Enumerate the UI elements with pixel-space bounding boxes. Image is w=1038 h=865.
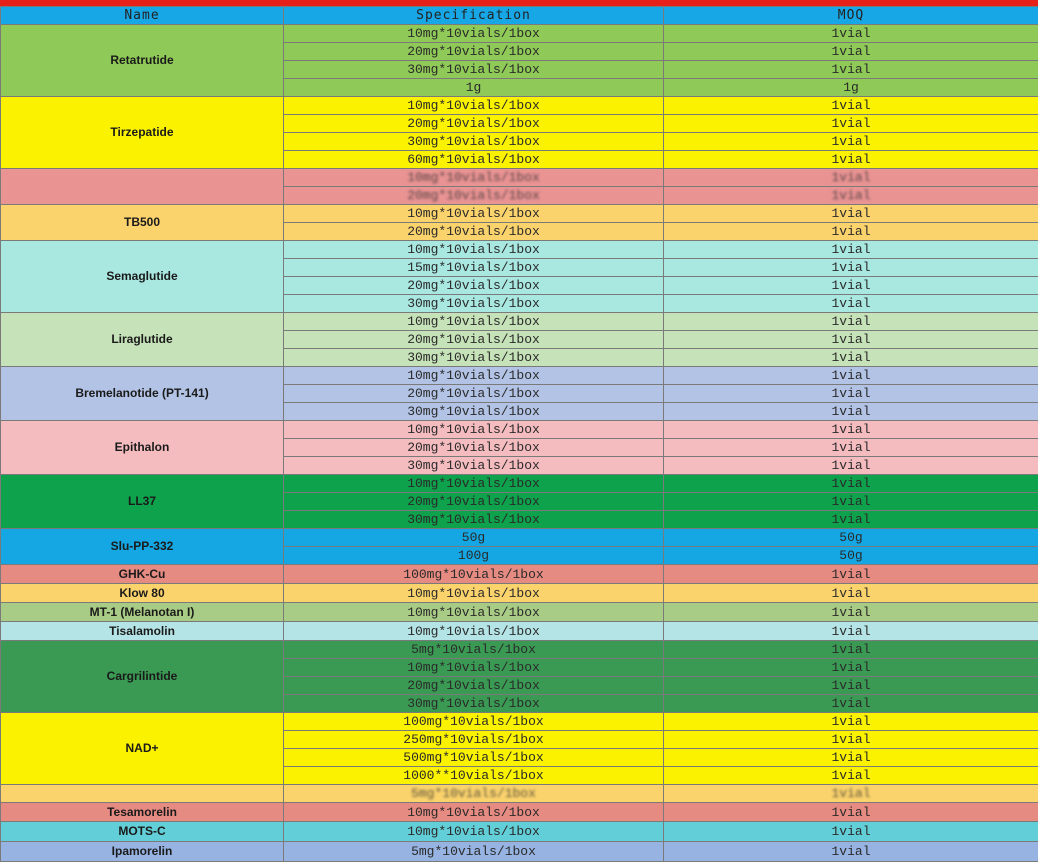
moq-cell: 1vial [664,475,1038,493]
specification-cell: 10mg*10vials/1box [284,822,664,842]
header-name: Name [1,7,284,25]
product-name: Epithalon [1,421,284,475]
moq-cell: 1vial [664,349,1038,367]
table-row [1,313,1038,331]
moq-cell: 1vial [664,421,1038,439]
table-row [1,367,1038,385]
specification-cell: 10mg*10vials/1box [284,313,664,331]
product-name: Liraglutide [1,313,284,367]
product-name: Cargrilintide [1,641,284,713]
specification-cell: 10mg*10vials/1box [284,169,664,187]
moq-cell: 1vial [664,367,1038,385]
moq-cell: 1vial [664,603,1038,622]
specification-cell: 10mg*10vials/1box [284,584,664,603]
product-name: Tisalamolin [1,622,284,641]
specification-cell: 15mg*10vials/1box [284,259,664,277]
specification-cell: 250mg*10vials/1box [284,731,664,749]
moq-cell: 1vial [664,803,1038,822]
specification-cell: 100mg*10vials/1box [284,713,664,731]
table-body [1,25,1038,862]
moq-cell: 1vial [664,61,1038,79]
moq-cell: 1vial [664,259,1038,277]
specification-cell: 10mg*10vials/1box [284,603,664,622]
table-row [1,641,1038,659]
table-row [1,622,1038,641]
table-row [1,529,1038,547]
moq-cell: 1vial [664,584,1038,603]
specification-cell: 10mg*10vials/1box [284,622,664,641]
moq-cell: 1vial [664,677,1038,695]
specification-cell: 10mg*10vials/1box [284,241,664,259]
table-row [1,842,1038,862]
specification-cell: 5mg*10vials/1box [284,785,664,803]
product-name [1,169,284,205]
product-name: TB500 [1,205,284,241]
product-table [0,6,1038,862]
specification-cell: 100g [284,547,664,565]
table-row [1,97,1038,115]
table-row [1,803,1038,822]
table-row [1,713,1038,731]
specification-cell: 500mg*10vials/1box [284,749,664,767]
product-name: Bremelanotide (PT-141) [1,367,284,421]
product-name: Tirzepatide [1,97,284,169]
product-name: MOTS-C [1,822,284,842]
specification-cell: 10mg*10vials/1box [284,25,664,43]
moq-cell: 1vial [664,151,1038,169]
specification-cell: 10mg*10vials/1box [284,205,664,223]
moq-cell: 1vial [664,493,1038,511]
product-name: Retatrutide [1,25,284,97]
specification-cell: 30mg*10vials/1box [284,349,664,367]
moq-cell: 1vial [664,641,1038,659]
specification-cell: 10mg*10vials/1box [284,97,664,115]
table-row [1,565,1038,584]
moq-cell: 1vial [664,385,1038,403]
product-name: LL37 [1,475,284,529]
table-row [1,169,1038,187]
specification-cell: 20mg*10vials/1box [284,223,664,241]
moq-cell: 1vial [664,767,1038,785]
moq-cell: 1vial [664,457,1038,475]
specification-cell: 20mg*10vials/1box [284,187,664,205]
moq-cell: 1vial [664,25,1038,43]
moq-cell: 1vial [664,749,1038,767]
header-row [1,7,1038,25]
product-name: GHK-Cu [1,565,284,584]
product-name: Slu-PP-332 [1,529,284,565]
product-name: Semaglutide [1,241,284,313]
moq-cell: 1vial [664,695,1038,713]
moq-cell: 1vial [664,277,1038,295]
moq-cell: 50g [664,529,1038,547]
table-row [1,603,1038,622]
moq-cell: 1vial [664,313,1038,331]
moq-cell: 1vial [664,622,1038,641]
table-row [1,584,1038,603]
product-name: Tesamorelin [1,803,284,822]
moq-cell: 1vial [664,565,1038,584]
moq-cell: 1vial [664,785,1038,803]
specification-cell: 30mg*10vials/1box [284,403,664,421]
header-moq: MOQ [664,7,1038,25]
specification-cell: 30mg*10vials/1box [284,457,664,475]
product-name: Klow 80 [1,584,284,603]
specification-cell: 1g [284,79,664,97]
specification-cell: 20mg*10vials/1box [284,43,664,61]
specification-cell: 10mg*10vials/1box [284,421,664,439]
moq-cell: 1vial [664,187,1038,205]
table-row [1,822,1038,842]
specification-cell: 30mg*10vials/1box [284,511,664,529]
moq-cell: 1vial [664,115,1038,133]
table-row [1,25,1038,43]
table-row [1,475,1038,493]
product-name: MT-1 (Melanotan I) [1,603,284,622]
specification-cell: 10mg*10vials/1box [284,803,664,822]
moq-cell: 1g [664,79,1038,97]
table-row [1,205,1038,223]
specification-cell: 30mg*10vials/1box [284,295,664,313]
product-name [1,785,284,803]
specification-cell: 20mg*10vials/1box [284,677,664,695]
specification-cell: 20mg*10vials/1box [284,277,664,295]
specification-cell: 20mg*10vials/1box [284,115,664,133]
specification-cell: 5mg*10vials/1box [284,641,664,659]
header-specification: Specification [284,7,664,25]
specification-cell: 10mg*10vials/1box [284,659,664,677]
specification-cell: 30mg*10vials/1box [284,695,664,713]
moq-cell: 1vial [664,822,1038,842]
specification-cell: 5mg*10vials/1box [284,842,664,862]
moq-cell: 1vial [664,439,1038,457]
moq-cell: 1vial [664,731,1038,749]
moq-cell: 1vial [664,713,1038,731]
table-row [1,785,1038,803]
table-row [1,241,1038,259]
moq-cell: 1vial [664,295,1038,313]
specification-cell: 20mg*10vials/1box [284,493,664,511]
specification-cell: 50g [284,529,664,547]
specification-cell: 20mg*10vials/1box [284,439,664,457]
moq-cell: 1vial [664,169,1038,187]
moq-cell: 1vial [664,223,1038,241]
moq-cell: 1vial [664,133,1038,151]
moq-cell: 1vial [664,97,1038,115]
moq-cell: 1vial [664,205,1038,223]
specification-cell: 100mg*10vials/1box [284,565,664,584]
moq-cell: 1vial [664,241,1038,259]
moq-cell: 1vial [664,403,1038,421]
moq-cell: 50g [664,547,1038,565]
specification-cell: 30mg*10vials/1box [284,133,664,151]
table-row [1,421,1038,439]
moq-cell: 1vial [664,659,1038,677]
product-name: Ipamorelin [1,842,284,862]
moq-cell: 1vial [664,331,1038,349]
specification-cell: 10mg*10vials/1box [284,475,664,493]
specification-cell: 20mg*10vials/1box [284,331,664,349]
moq-cell: 1vial [664,842,1038,862]
specification-cell: 30mg*10vials/1box [284,61,664,79]
specification-cell: 1000**10vials/1box [284,767,664,785]
moq-cell: 1vial [664,43,1038,61]
moq-cell: 1vial [664,511,1038,529]
product-name: NAD+ [1,713,284,785]
specification-cell: 60mg*10vials/1box [284,151,664,169]
specification-cell: 10mg*10vials/1box [284,367,664,385]
specification-cell: 20mg*10vials/1box [284,385,664,403]
